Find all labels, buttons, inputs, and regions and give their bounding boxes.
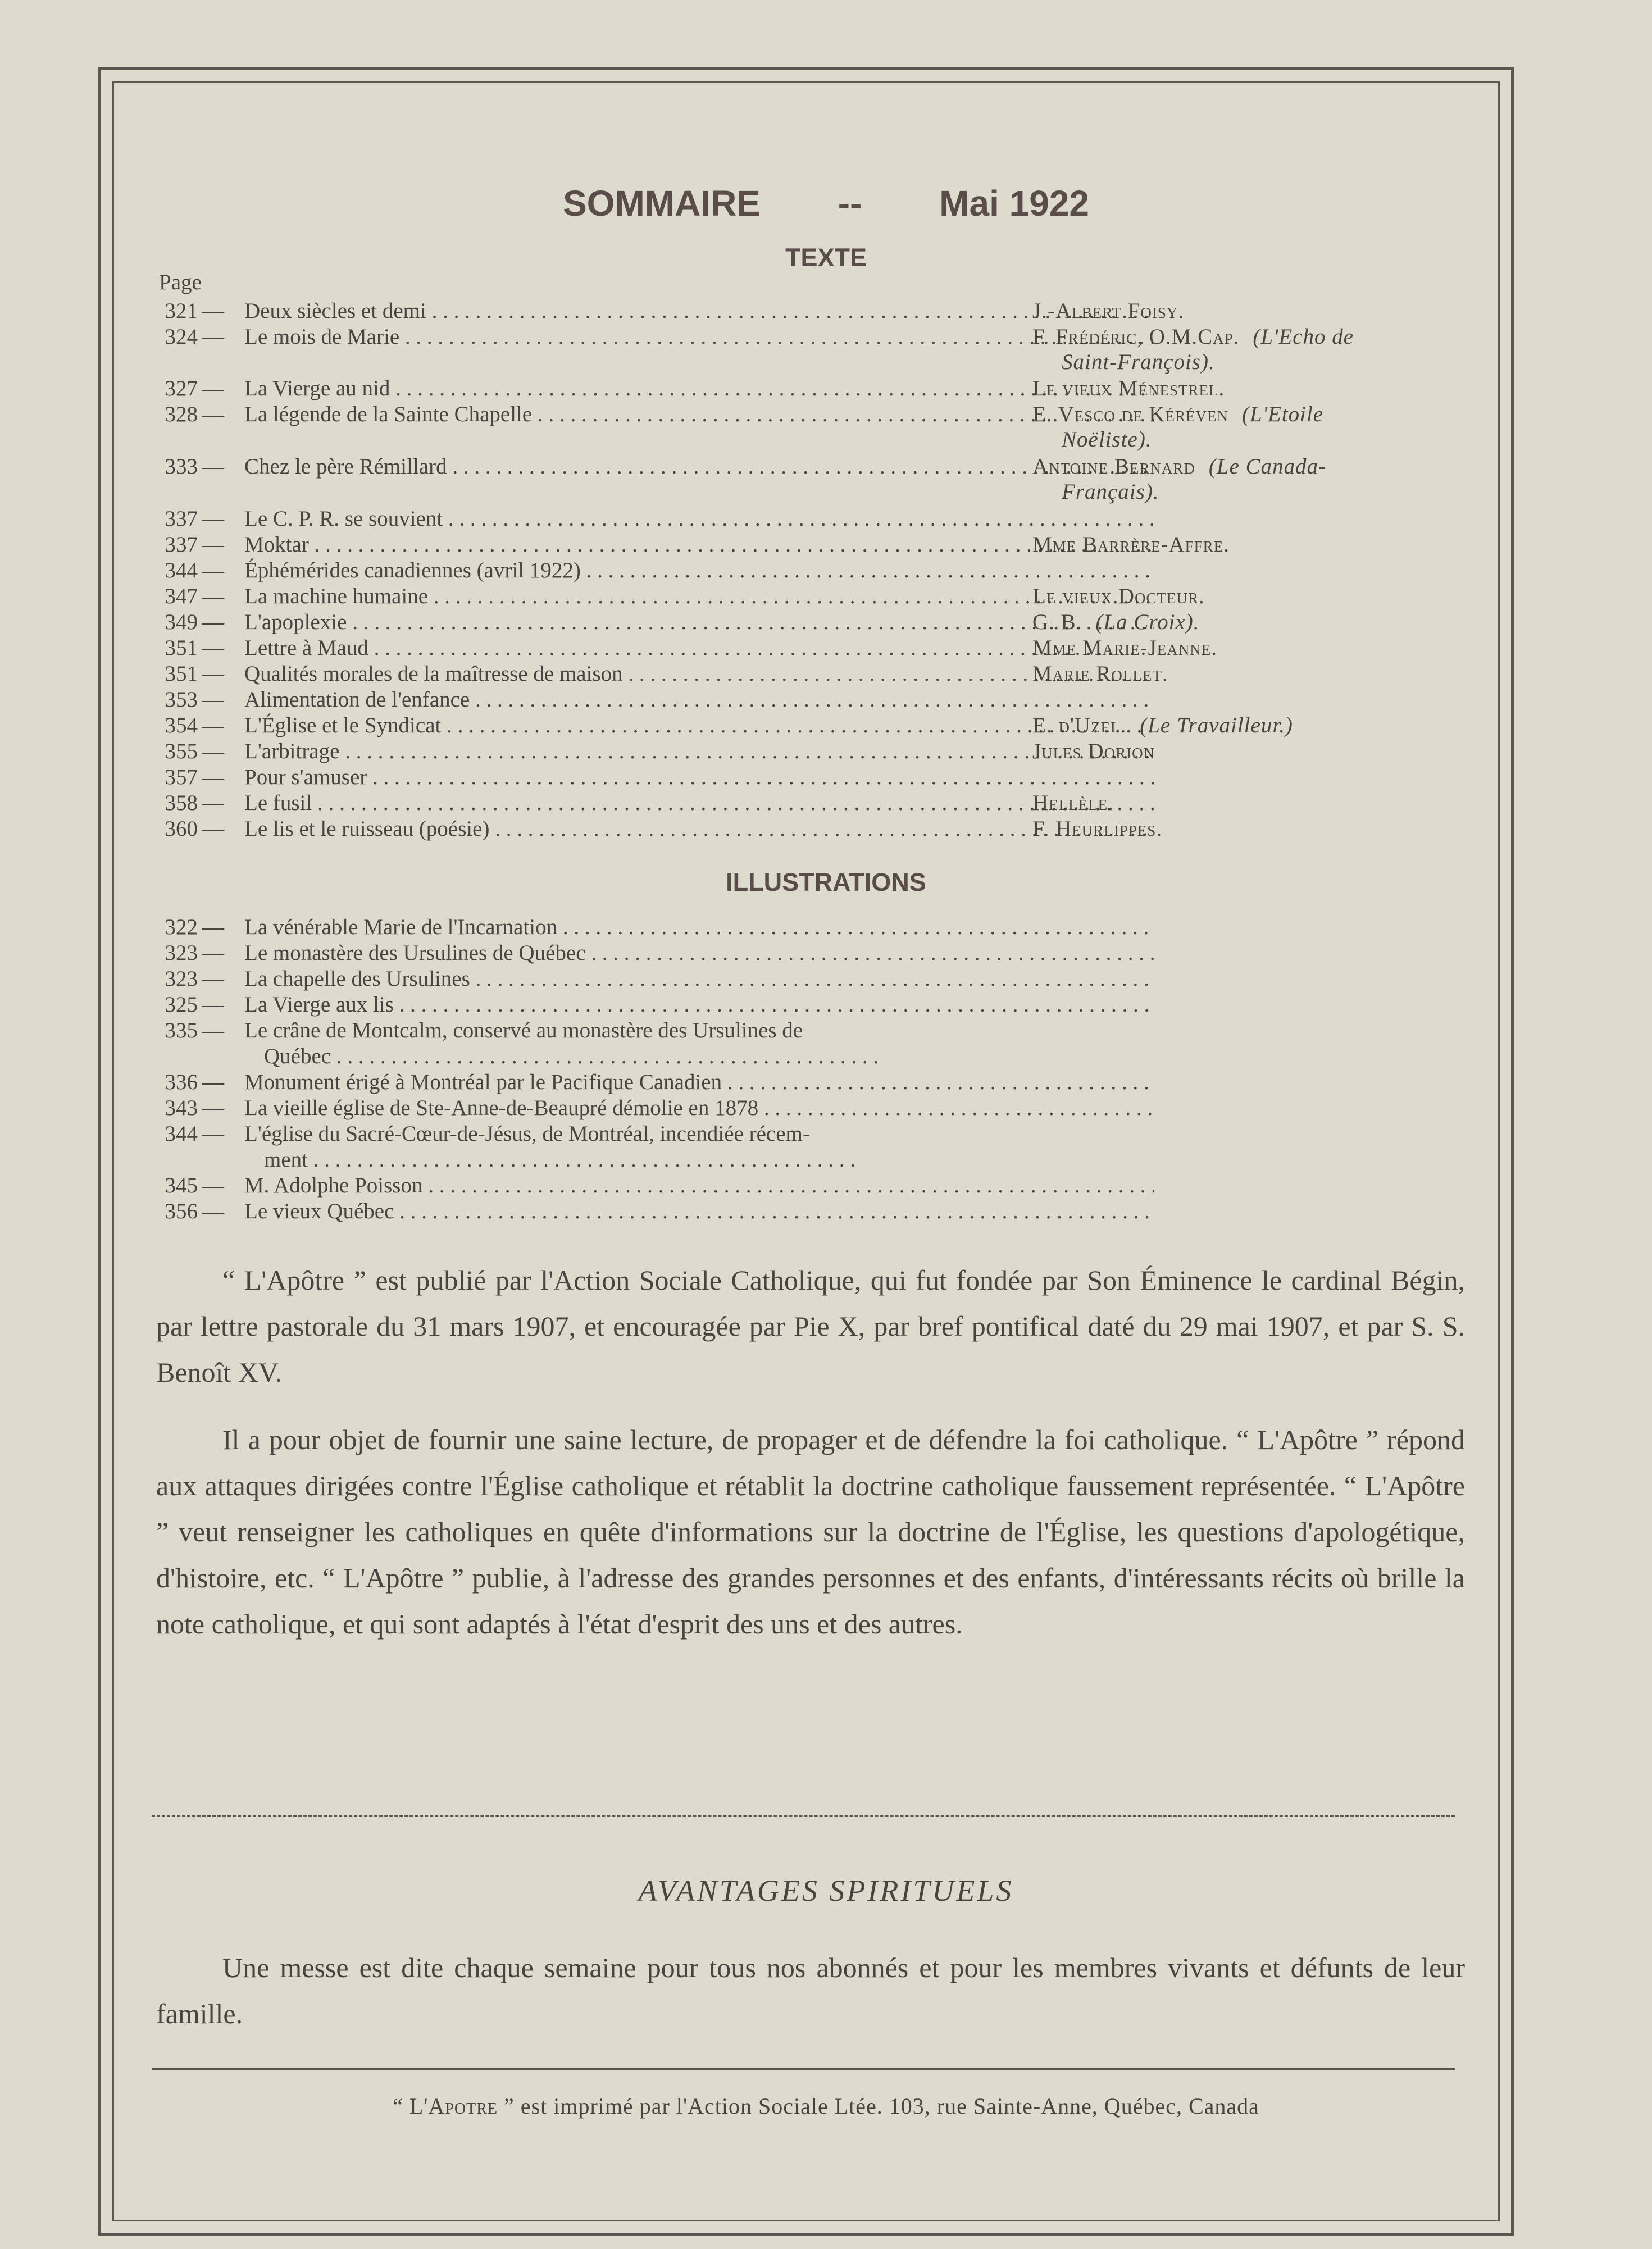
toc-dash: —: [202, 791, 224, 815]
toc-dash: —: [202, 636, 224, 660]
toc-entry-title: L'Église et le Syndicat . . .: [244, 713, 1154, 739]
toc-entry-title: Le crâne de Montcalm, conservé au monastère des Ursulines de: [244, 1018, 803, 1042]
toc-dash: —: [202, 941, 224, 965]
texte-heading: TEXTE: [785, 243, 867, 272]
toc-page-number: 360: [165, 817, 198, 841]
toc-page-number: 351: [165, 662, 198, 686]
toc-page-number: 322: [165, 915, 198, 939]
toc-author: [1032, 816, 1468, 841]
toc-author-name: G. B.: [1032, 610, 1082, 634]
toc-entry-title: M. Adolphe Poisson . . .: [244, 1173, 1154, 1199]
toc-page-number: 355: [165, 739, 198, 763]
toc-dash: —: [202, 610, 224, 634]
toc-author-continuation: Saint-François).: [1062, 350, 1215, 374]
toc-dash: —: [202, 1199, 224, 1223]
toc-page-number: 351: [165, 636, 198, 660]
toc-dash: —: [202, 1096, 224, 1120]
toc-author-name: Hellèle.: [1032, 791, 1114, 815]
toc-page-number: 344: [165, 558, 198, 582]
toc-entry-title: Chez le père Rémillard . . .: [244, 454, 1154, 480]
toc-author-continuation: Français).: [1062, 480, 1159, 504]
toc-dash: —: [202, 688, 224, 712]
toc-entry-continuation: Québec . . . . . . . . . . . . . . . . . . . . . . . . . . . . . . . . . . . . . . . . . . . . . . . . . .: [264, 1044, 879, 1068]
toc-page-number: 344: [165, 1122, 198, 1146]
toc-entry-title: Alimentation de l'enfance . . .: [244, 687, 1154, 713]
title-separator: --: [838, 183, 862, 224]
toc-entry-continuation: ment . . . . . . . . . . . . . . . . . . . . . . . . . . . . . . . . . . . . . . . . . . . . . . . . . .: [264, 1148, 855, 1172]
toc-dash: —: [202, 532, 224, 557]
toc-author-name: J.-Albert Foisy.: [1032, 299, 1185, 323]
toc-author-publication: (Le Travailleur.): [1140, 713, 1293, 737]
toc-page-number: 335: [165, 1018, 198, 1042]
toc-dash: —: [202, 402, 224, 426]
toc-page-number: 336: [165, 1070, 198, 1094]
toc-entry-title: La Vierge aux lis . . .: [244, 992, 1154, 1018]
toc-page-number: 333: [165, 454, 198, 479]
toc-dash: —: [202, 507, 224, 531]
footer-publication-name: “ L'Apotre ”: [393, 2093, 515, 2119]
avantages-heading: AVANTAGES SPIRITUELS: [638, 1874, 1014, 1907]
intro-paragraph: [156, 1257, 1465, 1395]
toc-dash: —: [202, 993, 224, 1017]
toc-author: [1032, 454, 1468, 504]
toc-dash: —: [202, 1173, 224, 1198]
toc-page-number: 343: [165, 1096, 198, 1120]
toc-entry-title: La Vierge au nid . . .: [244, 376, 1154, 402]
toc-author: [1032, 584, 1468, 609]
toc-entry-title: L'arbitrage . . .: [244, 739, 1154, 764]
toc-entry-title: La machine humaine . . .: [244, 584, 1154, 609]
toc-page-number: 349: [165, 610, 198, 634]
toc-author: [1032, 661, 1468, 686]
toc-author-publication: (La Croix).: [1095, 610, 1200, 634]
toc-dash: —: [202, 967, 224, 991]
toc-entry-title: Le mois de Marie . . .: [244, 324, 1154, 350]
toc-author-publication: (L'Etoile: [1241, 402, 1324, 426]
toc-page-number: 356: [165, 1199, 198, 1223]
toc-author-name: F. Heurlippes.: [1032, 817, 1163, 841]
toc-page-number: 353: [165, 688, 198, 712]
toc-dash: —: [202, 325, 224, 349]
toc-author: [1032, 324, 1468, 375]
avantages-paragraph: [156, 1945, 1465, 2037]
toc-author: [1032, 635, 1468, 661]
page-column-label: Page: [159, 270, 202, 294]
footer-imprint: [0, 2093, 1652, 2119]
avantages-text: Une messe est dite chaque semaine pour tous nos abonnés et pour les membres vivants et défunts de leur famille.: [156, 1952, 1465, 2029]
toc-author-continuation: Noëliste).: [1062, 427, 1152, 452]
toc-page-number: 323: [165, 967, 198, 991]
toc-author-name: Le vieux Ménestrel.: [1032, 376, 1225, 400]
toc-dash: —: [202, 376, 224, 400]
toc-dash: —: [202, 584, 224, 608]
toc-author: [1032, 376, 1468, 401]
divider-dashed: [152, 1815, 1455, 1817]
paragraph-publisher: “ L'Apôtre ” est publié par l'Action Sociale Catholique, qui fut fondée par Son Éminence le cardinal Bégin, par lettre pastorale du 31 mars 1907, et encouragée par Pie X, par bref pontifical daté du 29 mai 1907, et par S. S. Benoît XV.: [156, 1264, 1465, 1388]
toc-page-number: 354: [165, 713, 198, 737]
toc-page-number: 357: [165, 765, 198, 789]
toc-author: [1032, 402, 1468, 452]
toc-dash: —: [202, 1122, 224, 1146]
toc-entry-title: La vieille église de Ste-Anne-de-Beaupré démolie en 1878 . . .: [244, 1095, 1154, 1121]
toc-entry-title: Deux siècles et demi . . .: [244, 298, 1154, 324]
toc-dash: —: [202, 765, 224, 789]
objective-paragraph: [156, 1417, 1465, 1647]
toc-page-number: 328: [165, 402, 198, 426]
toc-author-name: Mme Marie-Jeanne.: [1032, 636, 1217, 660]
title-date: Mai 1922: [939, 183, 1090, 224]
toc-author-name: E. Vesco de Kéréven: [1032, 402, 1228, 426]
toc-entry-title: La vénérable Marie de l'Incarnation . . .: [244, 914, 1154, 940]
footer-text: est imprimé par l'Action Sociale Ltée. 103, rue Sainte-Anne, Québec, Canada: [520, 2093, 1259, 2119]
toc-author-name: F. Frédéric, O.M.Cap.: [1032, 325, 1240, 349]
toc-page-number: 358: [165, 791, 198, 815]
page-title: [0, 183, 1652, 224]
toc-dash: —: [202, 454, 224, 479]
toc-dash: —: [202, 662, 224, 686]
toc-entry-title: Pour s'amuser . . .: [244, 764, 1154, 790]
toc-author: [1032, 298, 1468, 324]
toc-page-number: 323: [165, 941, 198, 965]
toc-page-number: 347: [165, 584, 198, 608]
toc-entry-title: Éphémérides canadiennes (avril 1922) . . .: [244, 558, 1154, 584]
toc-author-publication: (L'Echo de: [1253, 325, 1354, 349]
toc-entry-title: L'église du Sacré-Cœur-de-Jésus, de Montréal, incendiée récem-: [244, 1122, 810, 1146]
toc-entry-title: La chapelle des Ursulines . . .: [244, 966, 1154, 992]
toc-author-name: Jules Dorion: [1032, 739, 1155, 763]
toc-author: [1032, 532, 1468, 557]
paragraph-objective: Il a pour objet de fournir une saine lecture, de propager et de défendre la foi catholique. “ L'Apôtre ” répond aux attaques dirigées contre l'Église catholique et rétablit la doctrine catholique faussement représentée. “ L'Apôtre ” veut renseigner les catholiques en quête d'informations sur la doctrine de l'Église, les questions d'apologétique, d'histoire, etc. “ L'Apôtre ” publie, à l'adresse des grandes personnes et des enfants, d'intéressants récits où brille la note catholique, et qui sont adaptés à l'état d'esprit des uns et des autres.: [156, 1424, 1465, 1640]
toc-author-name: Antoine Bernard: [1032, 454, 1195, 479]
toc-entry-title: Moktar . . .: [244, 532, 1154, 558]
toc-page-number: 345: [165, 1173, 198, 1198]
toc-entry-title: Le C. P. R. se souvient . . .: [244, 506, 1154, 532]
toc-dash: —: [202, 1070, 224, 1094]
toc-author: [1032, 790, 1468, 816]
toc-dash: —: [202, 299, 224, 323]
toc-dash: —: [202, 739, 224, 763]
toc-author-publication: (Le Canada-: [1208, 454, 1327, 479]
toc-page-number: 337: [165, 507, 198, 531]
toc-author: [1032, 713, 1468, 738]
toc-dash: —: [202, 817, 224, 841]
toc-author-name: Mme Barrère-Affre.: [1032, 532, 1230, 557]
illustrations-heading: ILLUSTRATIONS: [726, 868, 926, 896]
toc-dash: —: [202, 558, 224, 582]
toc-page-number: 321: [165, 299, 198, 323]
toc-dash: —: [202, 713, 224, 737]
toc-entry-title: Le lis et le ruisseau (poésie) . . .: [244, 816, 1154, 842]
toc-page-number: 327: [165, 376, 198, 400]
divider-solid: [152, 2068, 1455, 2070]
toc-page-number: 324: [165, 325, 198, 349]
toc-entry-title: La légende de la Sainte Chapelle . . .: [244, 402, 1154, 427]
toc-author-name: Le vieux Docteur.: [1032, 584, 1205, 608]
toc-dash: —: [202, 915, 224, 939]
toc-page-number: 325: [165, 993, 198, 1017]
toc-dash: —: [202, 1018, 224, 1042]
toc-author-name: E. d'Uzel.: [1032, 713, 1127, 737]
toc-author-name: Marie Rollet.: [1032, 662, 1168, 686]
toc-entry-title: Le monastère des Ursulines de Québec . . .: [244, 940, 1154, 966]
toc-entry-title: Lettre à Maud . . .: [244, 635, 1154, 661]
toc-entry-title: Le vieux Québec . . .: [244, 1199, 1154, 1224]
toc-author: [1032, 739, 1468, 764]
toc-entry-title: Monument érigé à Montréal par le Pacifique Canadien . . .: [244, 1069, 1154, 1095]
toc-author: [1032, 609, 1468, 635]
title-sommaire: SOMMAIRE: [562, 183, 761, 224]
toc-entry-title: L'apoplexie . . .: [244, 609, 1154, 635]
toc-entry-title: Le fusil . . .: [244, 790, 1154, 816]
toc-entry-title: Qualités morales de la maîtresse de maison . . .: [244, 661, 1154, 687]
toc-page-number: 337: [165, 532, 198, 557]
